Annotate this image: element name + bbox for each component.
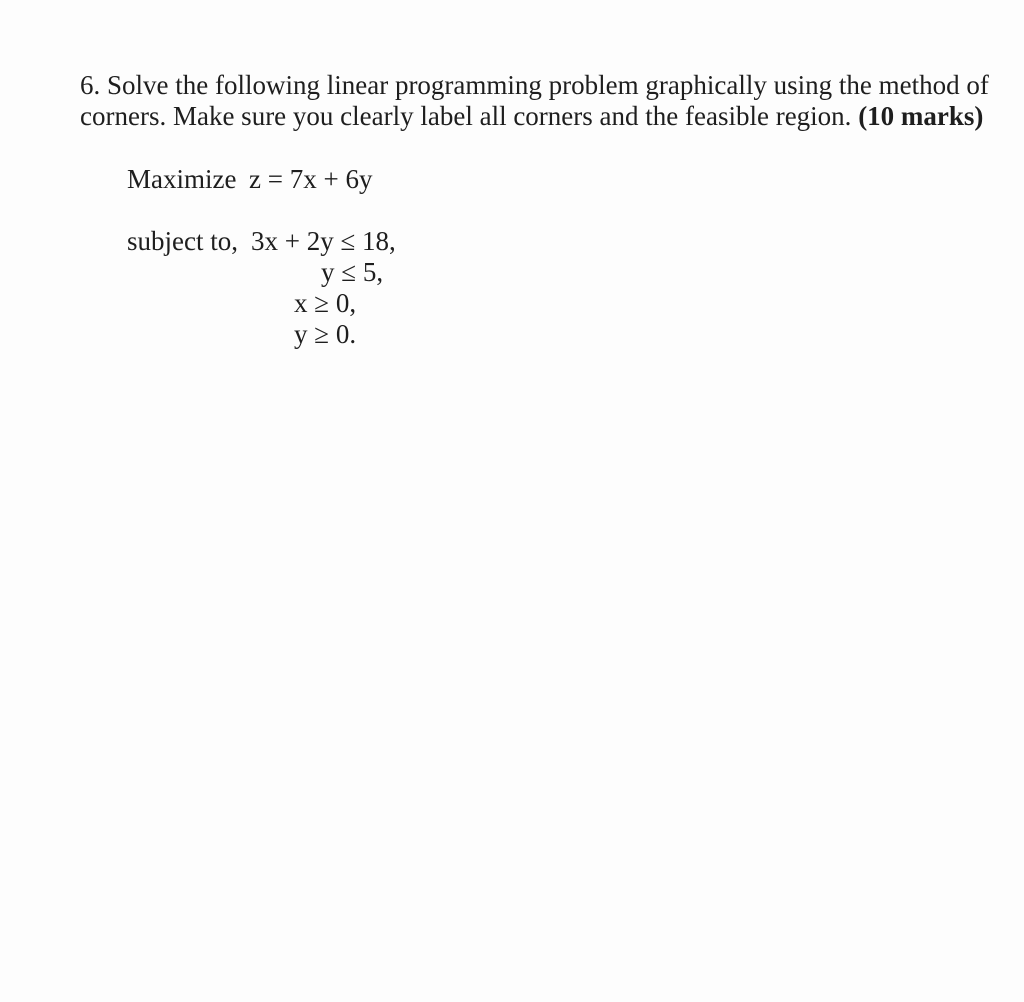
constraint-1: 3x + 2y ≤ 18,	[251, 226, 396, 256]
question-number: 6.	[80, 70, 101, 100]
objective-label: Maximize	[127, 164, 237, 194]
objective-function	[127, 164, 372, 195]
constraint-3: x ≥ 0,	[294, 288, 357, 318]
question-marks: (10 marks)	[858, 101, 984, 131]
constraint-4: y ≥ 0.	[294, 319, 357, 349]
objective-expression: z = 7x + 6y	[249, 164, 373, 194]
question-text: Solve the following linear programming problem graphically using the method of corners. Make sure you clearly label all corners and the feasible region.	[80, 70, 989, 131]
constraints-label: subject to,	[127, 226, 238, 256]
constraint-2: y ≤ 5,	[321, 257, 384, 287]
question-paragraph	[80, 70, 1000, 132]
